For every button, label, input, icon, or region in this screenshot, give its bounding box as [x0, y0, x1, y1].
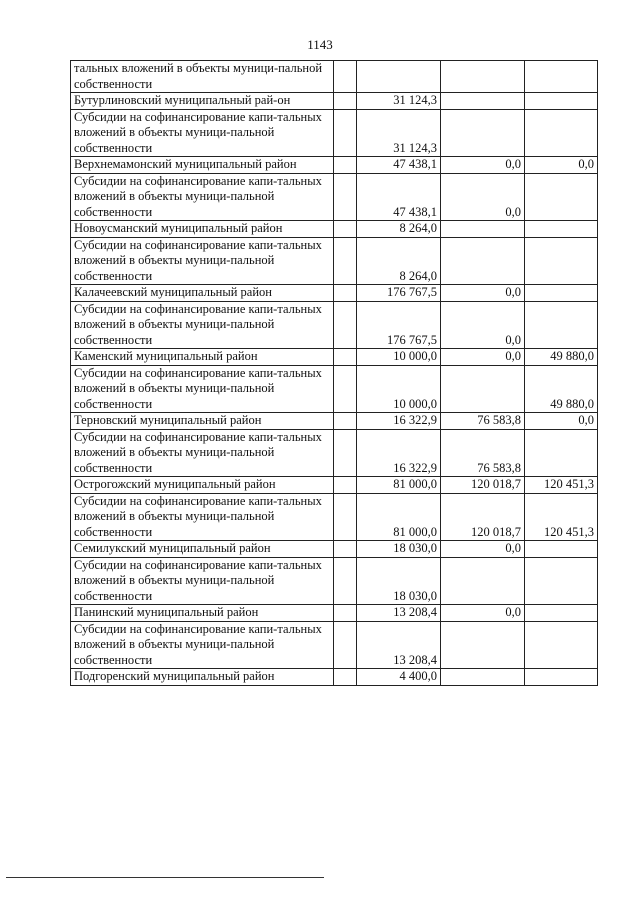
amount-cell-2: 0,0 — [441, 285, 525, 302]
amount-cell-2: 0,0 — [441, 301, 525, 349]
amount-cell-1 — [357, 61, 441, 93]
table-row — [71, 221, 598, 238]
amount-cell-2 — [441, 669, 525, 686]
code-cell — [334, 349, 357, 366]
row-name: Субсидии на софинансирование капи-тальных вложений в объекты муници-пальной собственности — [71, 557, 334, 605]
amount-cell-1: 10 000,0 — [357, 365, 441, 413]
amount-cell-3 — [525, 429, 598, 477]
code-cell — [334, 157, 357, 174]
amount-cell-3: 49 880,0 — [525, 365, 598, 413]
amount-cell-2: 0,0 — [441, 605, 525, 622]
table-row — [71, 621, 598, 669]
amount-cell-2: 76 583,8 — [441, 429, 525, 477]
amount-cell-3 — [525, 301, 598, 349]
row-name: Субсидии на софинансирование капи-тальных вложений в объекты муници-пальной собственности — [71, 109, 334, 157]
amount-cell-1: 13 208,4 — [357, 621, 441, 669]
amount-cell-1: 10 000,0 — [357, 349, 441, 366]
amount-cell-3: 49 880,0 — [525, 349, 598, 366]
page-number: 1143 — [307, 37, 333, 52]
amount-cell-1: 18 030,0 — [357, 557, 441, 605]
table-row — [71, 349, 598, 366]
row-name: Калачеевский муниципальный район — [71, 285, 334, 302]
row-name: Субсидии на софинансирование капи-тальных вложений в объекты муници-пальной собственности — [71, 429, 334, 477]
amount-cell-1: 16 322,9 — [357, 413, 441, 430]
amount-cell-3 — [525, 61, 598, 93]
budget-table-body — [71, 61, 598, 686]
amount-cell-2: 0,0 — [441, 173, 525, 221]
amount-cell-3 — [525, 605, 598, 622]
code-cell — [334, 669, 357, 686]
amount-cell-2 — [441, 365, 525, 413]
code-cell — [334, 541, 357, 558]
amount-cell-2 — [441, 221, 525, 238]
amount-cell-3 — [525, 109, 598, 157]
amount-cell-2: 0,0 — [441, 349, 525, 366]
code-cell — [334, 621, 357, 669]
table-row — [71, 605, 598, 622]
amount-cell-1: 8 264,0 — [357, 221, 441, 238]
amount-cell-2 — [441, 557, 525, 605]
code-cell — [334, 365, 357, 413]
amount-cell-1: 81 000,0 — [357, 477, 441, 494]
row-name: Каменский муниципальный район — [71, 349, 334, 366]
table-row — [71, 413, 598, 430]
table-row — [71, 669, 598, 686]
row-name: Острогожский муниципальный район — [71, 477, 334, 494]
row-name: Семилукский муниципальный район — [71, 541, 334, 558]
table-row — [71, 301, 598, 349]
table-row — [71, 157, 598, 174]
amount-cell-3: 120 451,3 — [525, 477, 598, 494]
amount-cell-2: 0,0 — [441, 157, 525, 174]
table-row — [71, 285, 598, 302]
code-cell — [334, 429, 357, 477]
code-cell — [334, 173, 357, 221]
amount-cell-3 — [525, 93, 598, 110]
code-cell — [334, 493, 357, 541]
amount-cell-2 — [441, 93, 525, 110]
table-row — [71, 557, 598, 605]
row-name: Субсидии на софинансирование капи-тальных вложений в объекты муници-пальной собственности — [71, 493, 334, 541]
amount-cell-1: 47 438,1 — [357, 157, 441, 174]
amount-cell-3 — [525, 541, 598, 558]
code-cell — [334, 301, 357, 349]
amount-cell-1: 4 400,0 — [357, 669, 441, 686]
table-row — [71, 429, 598, 477]
amount-cell-2 — [441, 109, 525, 157]
amount-cell-3 — [525, 669, 598, 686]
code-cell — [334, 605, 357, 622]
amount-cell-1: 176 767,5 — [357, 301, 441, 349]
amount-cell-3 — [525, 557, 598, 605]
table-row — [71, 493, 598, 541]
amount-cell-3 — [525, 221, 598, 238]
code-cell — [334, 413, 357, 430]
row-name: Субсидии на софинансирование капи-тальных вложений в объекты муници-пальной собственности — [71, 173, 334, 221]
amount-cell-1: 47 438,1 — [357, 173, 441, 221]
table-row — [71, 61, 598, 93]
amount-cell-2: 76 583,8 — [441, 413, 525, 430]
table-row — [71, 237, 598, 285]
row-name: Новоусманский муниципальный район — [71, 221, 334, 238]
amount-cell-2 — [441, 61, 525, 93]
row-name: Субсидии на софинансирование капи-тальных вложений в объекты муници-пальной собственности — [71, 301, 334, 349]
row-name: тальных вложений в объекты муници-пальной собственности — [71, 61, 334, 93]
amount-cell-1: 176 767,5 — [357, 285, 441, 302]
amount-cell-1: 31 124,3 — [357, 109, 441, 157]
table-row — [71, 93, 598, 110]
amount-cell-2: 120 018,7 — [441, 477, 525, 494]
code-cell — [334, 93, 357, 110]
row-name: Субсидии на софинансирование капи-тальных вложений в объекты муници-пальной собственности — [71, 621, 334, 669]
amount-cell-3: 120 451,3 — [525, 493, 598, 541]
row-name: Терновский муниципальный район — [71, 413, 334, 430]
table-row — [71, 365, 598, 413]
code-cell — [334, 557, 357, 605]
amount-cell-1: 81 000,0 — [357, 493, 441, 541]
code-cell — [334, 109, 357, 157]
code-cell — [334, 477, 357, 494]
amount-cell-3: 0,0 — [525, 413, 598, 430]
row-name: Панинский муниципальный район — [71, 605, 334, 622]
amount-cell-3 — [525, 621, 598, 669]
amount-cell-3 — [525, 237, 598, 285]
row-name: Верхнемамонский муниципальный район — [71, 157, 334, 174]
amount-cell-1: 18 030,0 — [357, 541, 441, 558]
row-name: Бутурлиновский муниципальный рай-он — [71, 93, 334, 110]
amount-cell-1: 13 208,4 — [357, 605, 441, 622]
row-name: Подгоренский муниципальный район — [71, 669, 334, 686]
amount-cell-3 — [525, 285, 598, 302]
code-cell — [334, 61, 357, 93]
row-name: Субсидии на софинансирование капи-тальных вложений в объекты муници-пальной собственности — [71, 237, 334, 285]
amount-cell-2: 0,0 — [441, 541, 525, 558]
table-row — [71, 477, 598, 494]
footnote-rule — [6, 877, 324, 878]
amount-cell-3: 0,0 — [525, 157, 598, 174]
code-cell — [334, 221, 357, 238]
amount-cell-2 — [441, 621, 525, 669]
amount-cell-1: 8 264,0 — [357, 237, 441, 285]
code-cell — [334, 285, 357, 302]
amount-cell-1: 31 124,3 — [357, 93, 441, 110]
amount-cell-1: 16 322,9 — [357, 429, 441, 477]
table-row — [71, 173, 598, 221]
budget-table — [70, 60, 598, 686]
amount-cell-2 — [441, 237, 525, 285]
code-cell — [334, 237, 357, 285]
row-name: Субсидии на софинансирование капи-тальных вложений в объекты муници-пальной собственности — [71, 365, 334, 413]
amount-cell-3 — [525, 173, 598, 221]
table-row — [71, 109, 598, 157]
table-row — [71, 541, 598, 558]
amount-cell-2: 120 018,7 — [441, 493, 525, 541]
